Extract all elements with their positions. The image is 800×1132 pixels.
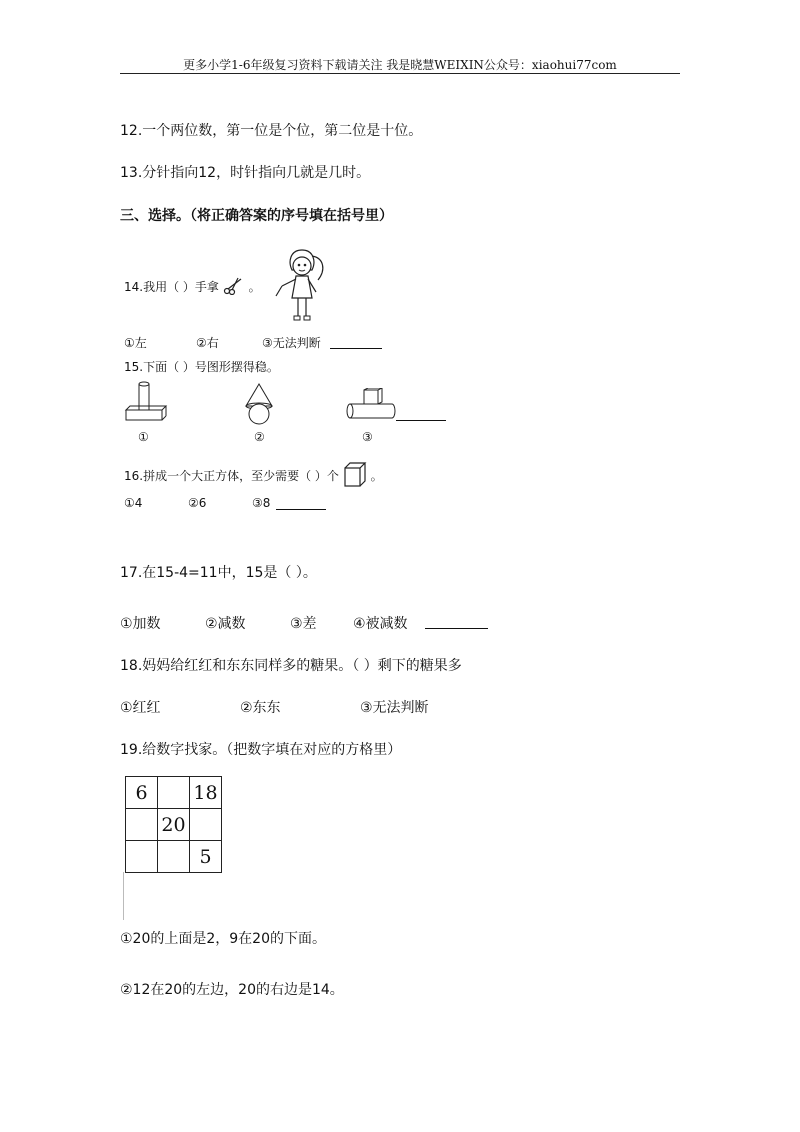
q17-answer-blank: [425, 628, 488, 629]
grid-cell[interactable]: [126, 809, 158, 841]
q16-option-3: ③8: [252, 496, 271, 510]
q14-option-3: ③无法判断: [262, 336, 321, 350]
question-12: 12.一个两位数，第一位是个位，第二位是十位。: [120, 123, 423, 139]
number-grid: [125, 776, 222, 873]
q16-option-1: ①4: [124, 496, 143, 510]
grid-cell[interactable]: 5: [190, 841, 222, 873]
q19-hint-1: ①20的上面是2，9在20的下面。: [120, 931, 326, 947]
question-16-text: 16.拼成一个大正方体，至少需要（ ）个: [124, 469, 339, 483]
question-14: [124, 277, 261, 298]
question-15: 15.下面（ ）号图形摆得稳。: [124, 360, 279, 374]
section-title: 三、选择。（将正确答案的序号填在括号里）: [120, 208, 393, 224]
q14-option-2: ②右: [196, 336, 219, 350]
grid-cell[interactable]: [158, 841, 190, 873]
question-19: 19.给数字找家。（把数字填在对应的方格里）: [120, 742, 402, 758]
q17-option-1: ①加数: [120, 616, 161, 632]
grid-edge-line: [123, 872, 124, 920]
grid-cell[interactable]: [190, 809, 222, 841]
q18-option-3: ③无法判断: [360, 700, 429, 716]
header-divider: [120, 73, 680, 74]
page-header: 更多小学1-6年级复习资料下载请关注 我是晓慧WEIXIN公众号：xiaohui77com: [183, 58, 617, 72]
q19-hint-2: ②12在20的左边，20的右边是14。: [120, 982, 344, 998]
shape-3-cube-on-cylinder: [346, 388, 396, 426]
grid-cell[interactable]: 18: [190, 777, 222, 809]
grid-cell[interactable]: [158, 777, 190, 809]
grid-cell[interactable]: [126, 841, 158, 873]
question-13: 13.分针指向12，时针指向几就是几时。: [120, 165, 371, 181]
shape-1-cylinder-on-block: [124, 380, 168, 428]
q17-option-3: ③差: [290, 616, 317, 632]
girl-illustration: [268, 246, 340, 328]
grid-cell[interactable]: 20: [158, 809, 190, 841]
cube-icon: [343, 462, 367, 491]
question-18: 18.妈妈给红红和东东同样多的糖果。（ ）剩下的糖果多: [120, 658, 462, 674]
question-14-end: 。: [248, 280, 261, 294]
question-17: 17.在15-4=11中，15是（ ）。: [120, 565, 317, 581]
q17-option-2: ②减数: [205, 616, 246, 632]
q15-label-3: ③: [362, 430, 373, 444]
question-16-end: 。: [370, 469, 383, 483]
q14-answer-blank: [330, 348, 382, 349]
question-16: [124, 462, 383, 491]
question-14-text: 14.我用（ ）手拿: [124, 280, 219, 294]
q16-answer-blank: [276, 509, 326, 510]
scissors-icon: [223, 277, 245, 298]
grid-cell[interactable]: 6: [126, 777, 158, 809]
shape-2-cone-on-sphere: [240, 382, 278, 430]
q15-label-2: ②: [254, 430, 265, 444]
q18-option-1: ①红红: [120, 700, 161, 716]
q16-option-2: ②6: [188, 496, 207, 510]
q15-label-1: ①: [138, 430, 149, 444]
q14-option-1: ①左: [124, 336, 147, 350]
q17-option-4: ④被减数: [353, 616, 408, 632]
q18-option-2: ②东东: [240, 700, 281, 716]
q15-answer-blank: [396, 420, 446, 421]
